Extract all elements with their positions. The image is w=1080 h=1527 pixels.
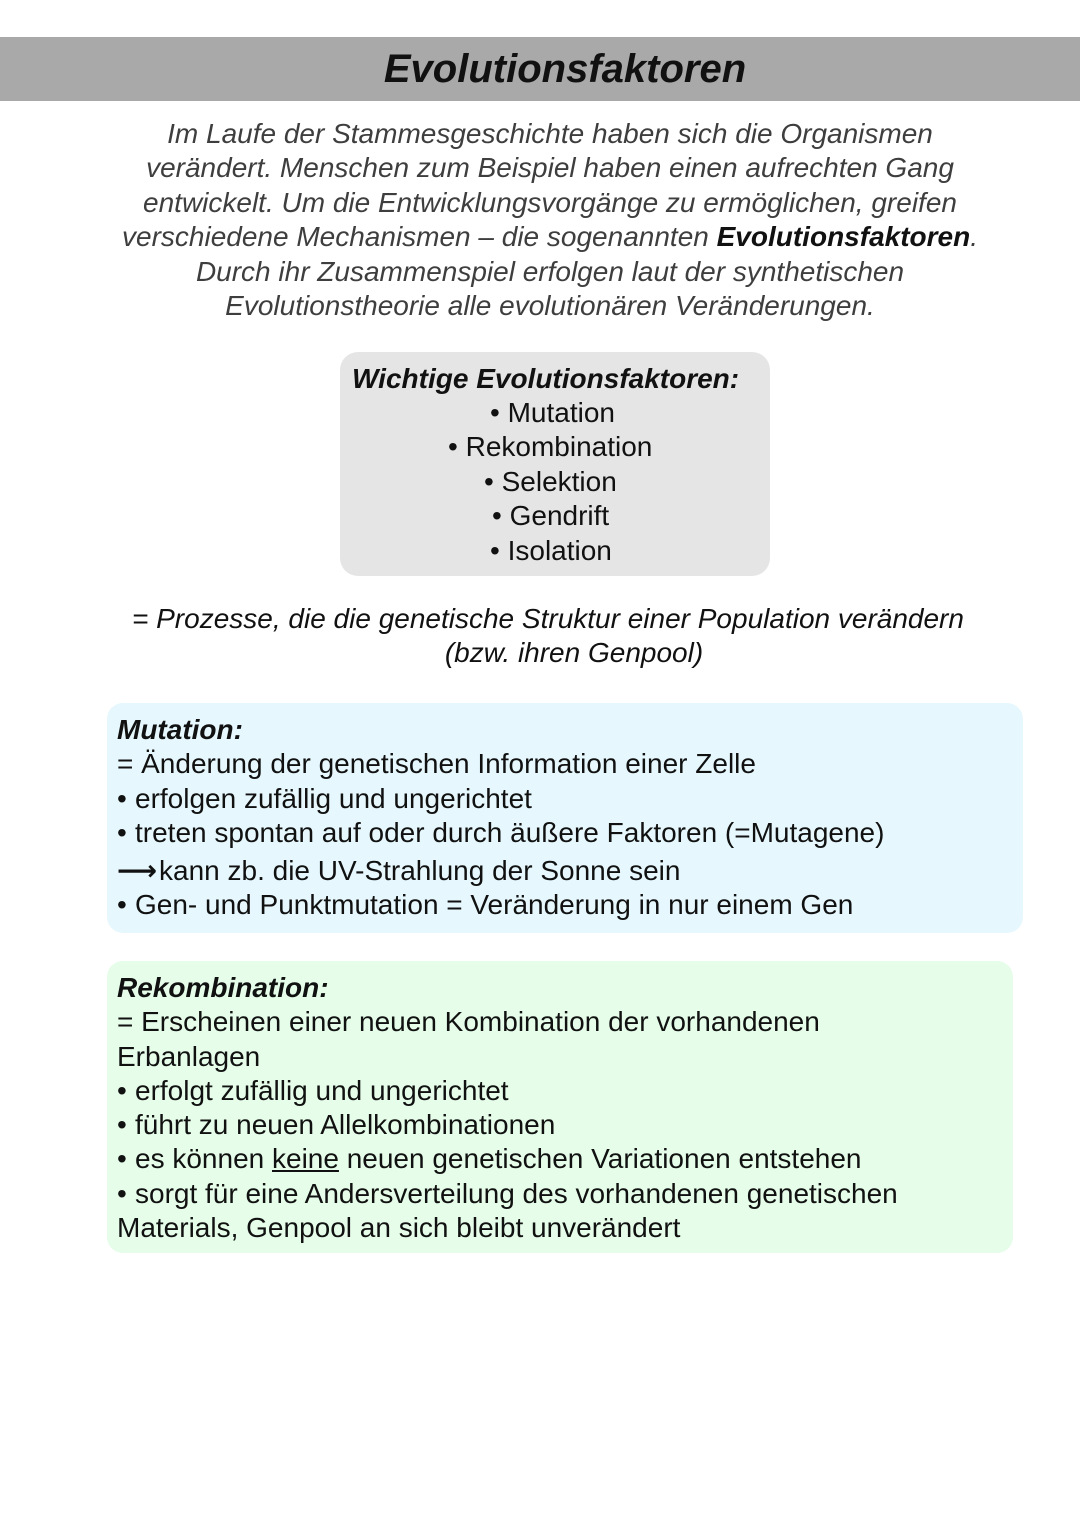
list-item-label: Gendrift bbox=[509, 500, 610, 532]
page-title: Evolutionsfaktoren bbox=[383, 47, 747, 91]
list-item bbox=[340, 534, 770, 568]
bullet-icon: • bbox=[117, 1143, 127, 1175]
rekombination-bullet-3-end: neuen genetischen Variationen entstehen bbox=[338, 1143, 862, 1175]
rekombination-bullet-4-cont: Materials, Genpool an sich bleibt unverändert bbox=[117, 1212, 681, 1244]
bullet-icon: • bbox=[117, 1109, 127, 1141]
intro-line-4-end: . bbox=[970, 221, 978, 253]
intro-line-3: entwickelt. Um die Entwicklungsvorgänge zu ermöglichen, greifen bbox=[143, 186, 957, 218]
definition-line-1: = Prozesse, die die genetische Struktur einer Population verändern bbox=[132, 603, 964, 634]
list-item bbox=[117, 782, 1013, 816]
rekombination-bullet-4: sorgt für eine Andersverteilung des vorhandenen genetischen bbox=[135, 1177, 898, 1209]
list-item bbox=[340, 396, 770, 430]
mutation-bullet-3: Gen- und Punktmutation = Veränderung in nur einem Gen bbox=[135, 889, 854, 921]
definition-line-2: (bzw. ihren Genpool) bbox=[444, 637, 704, 668]
definition bbox=[40, 602, 1080, 670]
bullet-icon: • bbox=[117, 1177, 127, 1209]
rekombination-definition-2: Erbanlagen bbox=[117, 1040, 261, 1072]
list-item-label: Mutation bbox=[507, 397, 615, 428]
bullet-icon: • bbox=[117, 782, 127, 814]
bullet-icon: • bbox=[117, 816, 127, 848]
intro-line-6: Evolutionstheorie alle evolutionären Veränderungen. bbox=[225, 290, 875, 322]
bullet-icon: • bbox=[490, 397, 500, 428]
bullet-icon: • bbox=[484, 465, 494, 497]
mutation-content bbox=[117, 713, 1013, 923]
intro-keyword: Evolutionsfaktoren bbox=[716, 221, 971, 253]
arrow-right-icon: ⟶ bbox=[117, 855, 158, 887]
bullet-icon: • bbox=[448, 431, 458, 463]
rekombination-keyword: keine bbox=[272, 1143, 339, 1175]
bullet-icon: • bbox=[490, 534, 500, 566]
list-item bbox=[117, 1177, 1003, 1211]
rekombination-bullet-1: erfolgt zufällig und ungerichtet bbox=[135, 1074, 509, 1106]
bullet-icon: • bbox=[117, 889, 127, 921]
list-item bbox=[117, 888, 1013, 922]
mutation-bullet-2: treten spontan auf oder durch äußere Faktoren (=Mutagene) bbox=[135, 816, 885, 848]
intro-line-4 bbox=[80, 220, 1020, 254]
intro-line-2: verändert. Menschen zum Beispiel haben einen aufrechten Gang bbox=[146, 152, 954, 184]
mutation-definition: = Änderung der genetischen Information einer Zelle bbox=[117, 748, 756, 780]
list-item bbox=[340, 430, 770, 464]
intro-line-4-text: verschiedene Mechanismen – die sogenannten bbox=[122, 221, 717, 253]
intro-paragraph bbox=[80, 117, 1020, 323]
list-item bbox=[117, 854, 1013, 888]
list-item bbox=[340, 465, 770, 499]
bullet-icon: • bbox=[492, 500, 502, 532]
rekombination-title: Rekombination: bbox=[117, 972, 329, 1003]
list-item bbox=[117, 816, 1013, 850]
list-item-label: Rekombination bbox=[465, 431, 653, 463]
rekombination-content bbox=[117, 971, 1003, 1245]
list-item bbox=[340, 499, 770, 533]
mutation-bullet-1: erfolgen zufällig und ungerichtet bbox=[135, 782, 532, 814]
bullet-icon: • bbox=[117, 1074, 127, 1106]
mutation-card bbox=[107, 703, 1023, 933]
key-factors-list bbox=[340, 396, 770, 568]
list-item bbox=[117, 1108, 1003, 1142]
list-item bbox=[117, 1074, 1003, 1108]
list-item-label: Isolation bbox=[507, 534, 612, 566]
rekombination-card bbox=[107, 961, 1013, 1253]
title-bar bbox=[0, 37, 1080, 101]
intro-line-1: Im Laufe der Stammesgeschichte haben sich die Organismen bbox=[167, 118, 933, 149]
list-item-label: Selektion bbox=[501, 465, 617, 497]
mutation-title: Mutation: bbox=[117, 714, 243, 745]
rekombination-bullet-3-start: es können bbox=[135, 1143, 272, 1175]
rekombination-definition-1: = Erscheinen einer neuen Kombination der vorhandenen bbox=[117, 1006, 820, 1038]
list-item bbox=[117, 1142, 1003, 1176]
mutation-arrow-text: kann zb. die UV-Strahlung der Sonne sein bbox=[159, 855, 681, 887]
intro-line-5: Durch ihr Zusammenspiel erfolgen laut der synthetischen bbox=[195, 255, 905, 287]
key-factors-heading: Wichtige Evolutionsfaktoren: bbox=[352, 363, 740, 394]
key-factors-box bbox=[340, 352, 770, 576]
rekombination-bullet-2: führt zu neuen Allelkombinationen bbox=[135, 1109, 556, 1141]
